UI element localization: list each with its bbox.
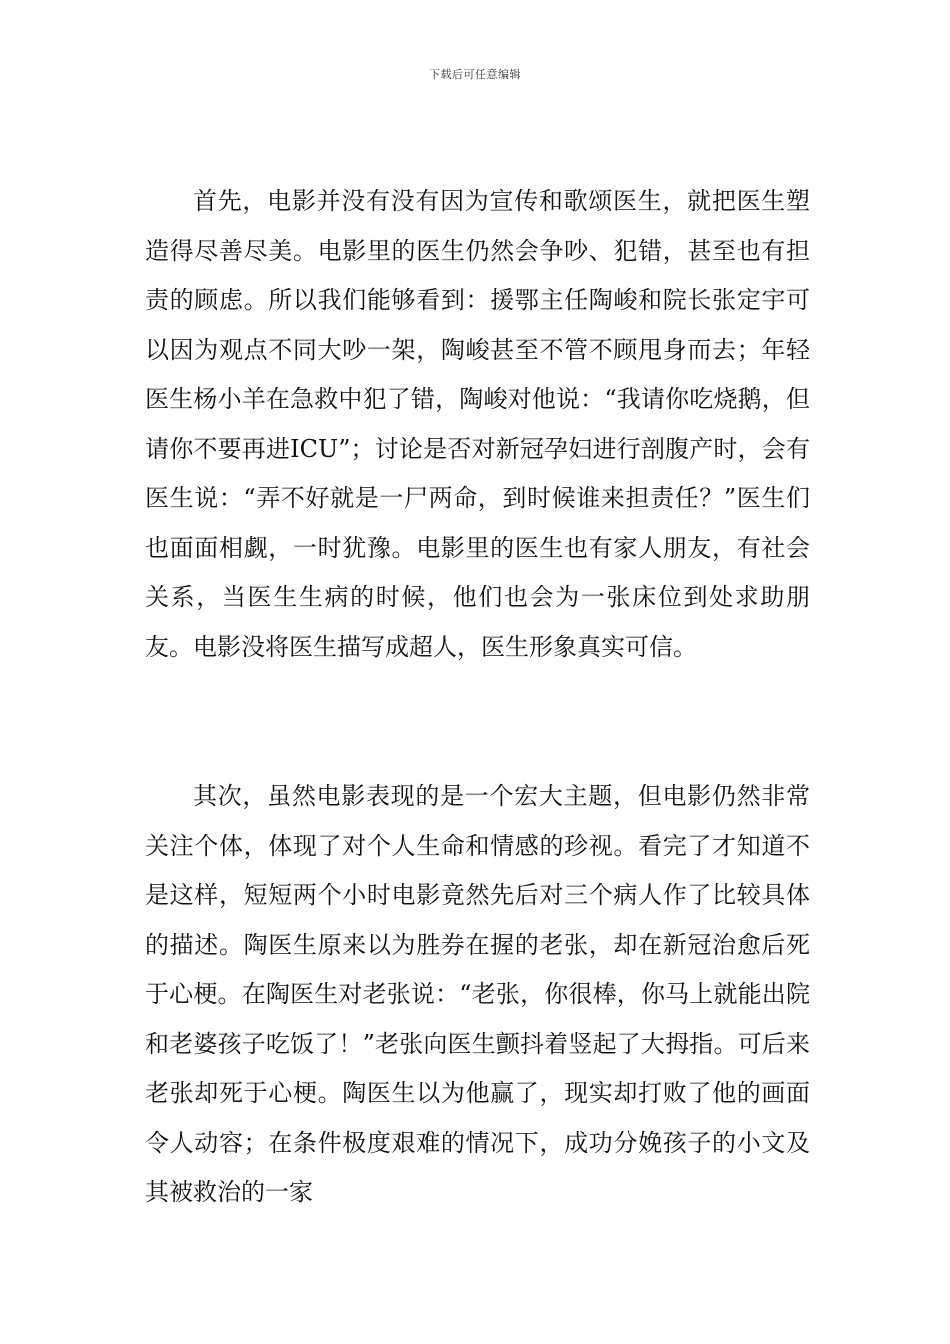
body-paragraph-2: 其次，虽然电影表现的是一个宏大主题，但电影仍然非常关注个体，体现了对个人生命和情感的珍视。看完了才知道不是这样，短短两个小时电影竟然先后对三个病人作了比较具体的描述。陶医生原来以为胜券在握的老张，却在新冠治愈后死于心梗。在陶医生对老张说：“老张，你很棒，你马上就能出院和老婆孩子吃饭了！”老张向医生颤抖着竖起了大拇指。可后来老张却死于心梗。陶医生以为他赢了，现实却打败了他的画面令人动容；在条件极度艰难的情况下，成功分娩孩子的小文及其被救治的一家 [145, 782, 810, 1206]
body-paragraph-1: 首先，电影并没有没有因为宣传和歌颂医生，就把医生塑造得尽善尽美。电影里的医生仍然会争吵、犯错，甚至也有担责的顾虑。所以我们能够看到：援鄂主任陶峻和院长张定宇可以因为观点不同大吵一架，陶峻甚至不管不顾甩身而去；年轻医生杨小羊在急救中犯了错，陶峻对他说：“我请你吃烧鹅，但请你不要再进ICU”；讨论是否对新冠孕妇进行剖腹产时，会有医生说：“弄不好就是一尸两命，到时候谁来担责任？”医生们也面面相觑，一时犹豫。电影里的医生也有家人朋友，有社会关系，当医生生病的时候，他们也会为一张床位到处求助朋友。电影没将医生描写成超人，医生形象真实可信。 [145, 187, 810, 661]
header-note: 下载后可任意编辑 [429, 68, 521, 81]
